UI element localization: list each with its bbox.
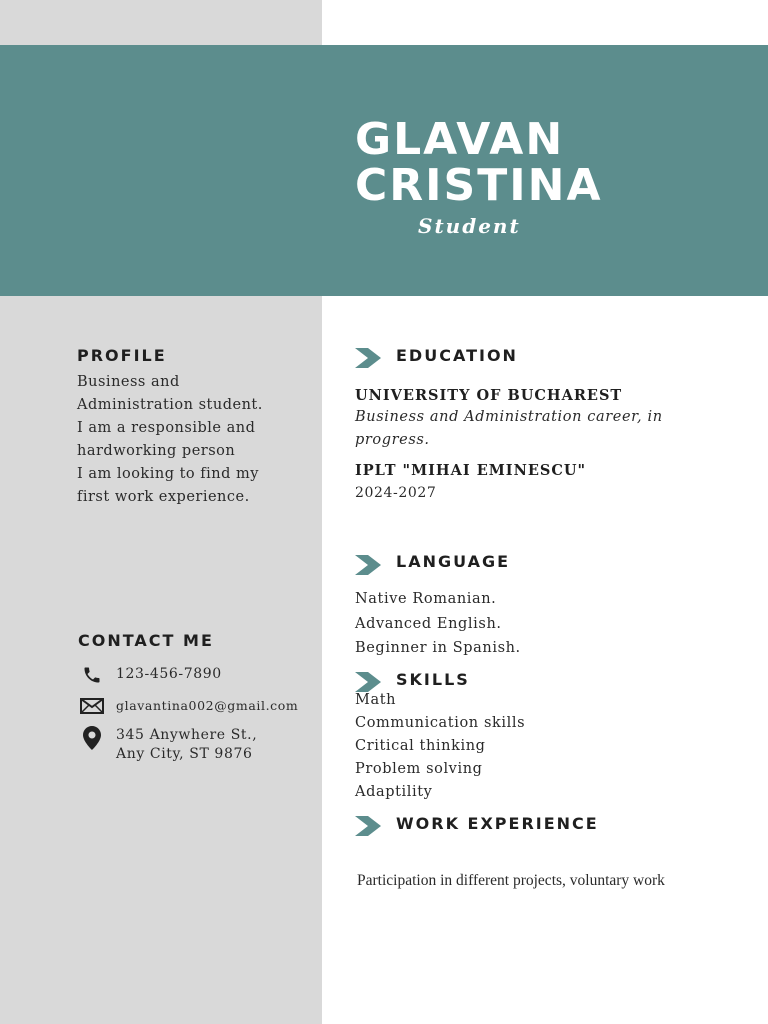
contact-email[interactable]: [80, 696, 298, 716]
contact-address: [80, 726, 257, 764]
profile-line: I am looking to find my: [77, 466, 259, 482]
profile-line: first work experience.: [77, 489, 250, 505]
phone-number: 123-456-7890: [116, 666, 222, 682]
contact-phone[interactable]: [80, 665, 222, 685]
name-first-line: GLAVAN: [355, 114, 565, 165]
chevron-right-icon: [355, 555, 381, 575]
work-experience-text: Participation in different projects, voluntary work: [357, 872, 665, 889]
job-role: Student: [418, 214, 521, 238]
education-years: 2024-2027: [355, 485, 437, 501]
list-item: Adaptility: [355, 784, 433, 800]
list-item: Critical thinking: [355, 738, 486, 754]
skills-list: [355, 689, 525, 804]
work-experience-heading: WORK EXPERIENCE: [396, 814, 599, 833]
education-detail-line: progress.: [355, 432, 430, 448]
list-item: Advanced English.: [355, 616, 502, 632]
skills-heading: SKILLS: [396, 670, 470, 689]
chevron-right-icon: [355, 348, 381, 368]
location-pin-icon: [80, 726, 104, 750]
profile-line: hardworking person: [77, 443, 236, 459]
profile-line: Business and: [77, 374, 180, 390]
education-detail: [355, 406, 663, 452]
education-heading: EDUCATION: [396, 346, 518, 365]
profile-text: [77, 371, 263, 509]
address-line: Any City, ST 9876: [116, 746, 253, 762]
list-item: Beginner in Spanish.: [355, 640, 521, 656]
list-item: Math: [355, 692, 397, 708]
language-list: [355, 587, 521, 660]
address-line: 345 Anywhere St.,: [116, 727, 258, 743]
education-detail-line: Business and Administration career, in: [355, 409, 663, 425]
profile-line: I am a responsible and: [77, 420, 256, 436]
person-name: [355, 114, 603, 211]
envelope-icon: [80, 696, 104, 716]
list-item: Communication skills: [355, 715, 526, 731]
email-address: glavantina002@gmail.com: [116, 698, 299, 713]
list-item: Problem solving: [355, 761, 483, 777]
profile-heading: PROFILE: [77, 346, 167, 365]
profile-line: Administration student.: [77, 397, 263, 413]
chevron-right-icon: [355, 816, 381, 836]
education-school: UNIVERSITY OF BUCHAREST: [355, 387, 623, 404]
contact-heading: CONTACT ME: [78, 631, 214, 650]
name-second-line: CRISTINA: [355, 160, 603, 211]
list-item: Native Romanian.: [355, 591, 497, 607]
language-heading: LANGUAGE: [396, 552, 511, 571]
address-text: [116, 726, 257, 764]
phone-icon: [80, 665, 104, 685]
education-school: IPLT "MIHAI EMINESCU": [355, 462, 587, 479]
